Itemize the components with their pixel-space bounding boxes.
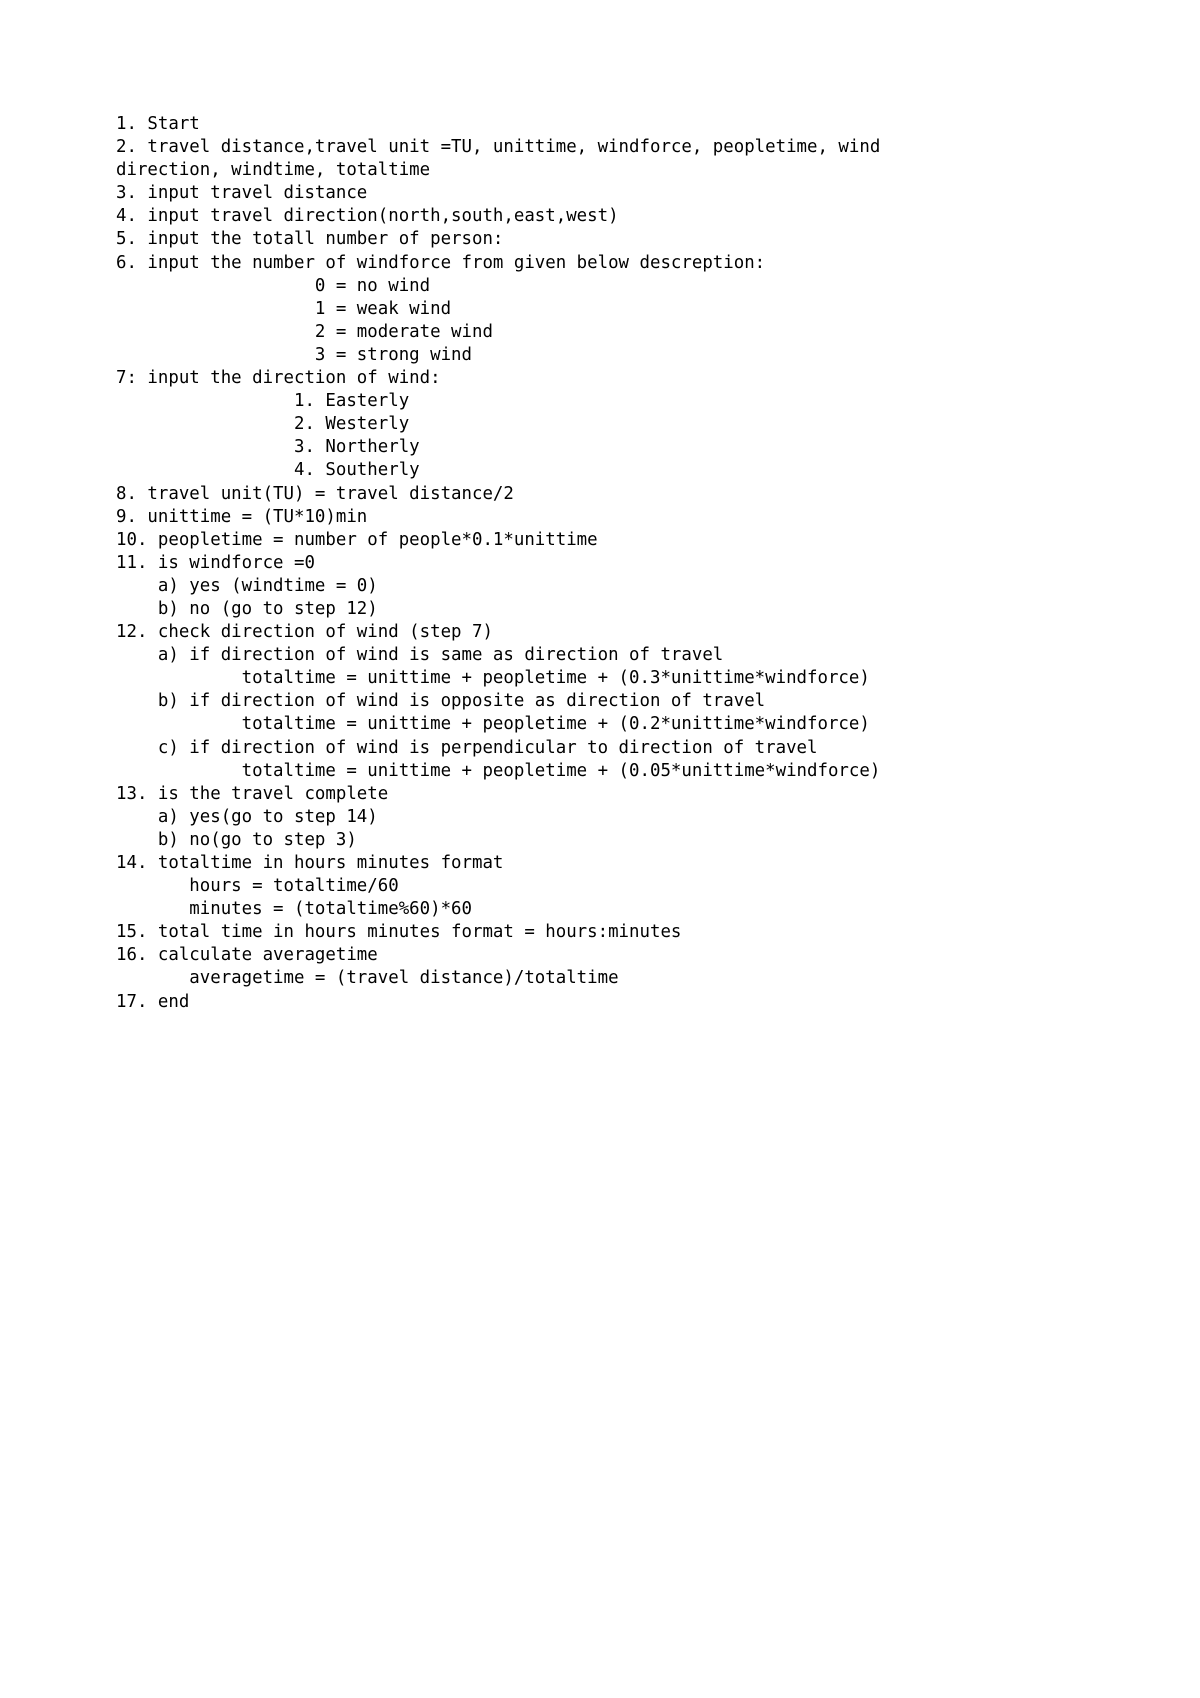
algorithm-line: totaltime = unittime + peopletime + (0.2*unittime*windforce): [116, 714, 870, 735]
algorithm-line: 1 = weak wind: [116, 298, 452, 319]
algorithm-line: minutes = (totaltime%60)*60: [116, 899, 472, 920]
algorithm-line: b) no(go to step 3): [116, 829, 357, 850]
algorithm-line: 14. totaltime in hours minutes format: [116, 853, 504, 873]
algorithm-line: a) yes(go to step 14): [116, 806, 378, 827]
algorithm-line: 4. Southerly: [116, 460, 420, 481]
algorithm-line: 17. end: [116, 991, 190, 1012]
algorithm-steps: [116, 113, 880, 1014]
algorithm-line: 6. input the number of windforce from given below descreption:: [116, 252, 766, 273]
algorithm-line: 8. travel unit(TU) = travel distance/2: [116, 483, 514, 504]
algorithm-line: 2. Westerly: [116, 414, 410, 435]
algorithm-line: c) if direction of wind is perpendicular to direction of travel: [116, 737, 818, 758]
algorithm-line: b) if direction of wind is opposite as direction of travel: [116, 691, 766, 712]
algorithm-line: 1. Easterly: [116, 391, 410, 412]
algorithm-line: 2 = moderate wind: [116, 321, 493, 342]
algorithm-line: 2. travel distance,travel unit =TU, unittime, windforce, peopletime, wind: [116, 137, 881, 158]
algorithm-line: a) if direction of wind is same as direction of travel: [116, 645, 724, 666]
algorithm-line: hours = totaltime/60: [116, 876, 399, 897]
algorithm-line: averagetime = (travel distance)/totaltime: [116, 968, 619, 989]
algorithm-line: 11. is windforce =0: [116, 552, 315, 573]
algorithm-line: totaltime = unittime + peopletime + (0.3*unittime*windforce): [116, 668, 870, 689]
algorithm-line: 10. peopletime = number of people*0.1*unittime: [116, 529, 598, 550]
algorithm-line: a) yes (windtime = 0): [116, 575, 378, 596]
algorithm-line: direction, windtime, totaltime: [116, 160, 431, 181]
algorithm-line: b) no (go to step 12): [116, 598, 378, 619]
algorithm-line: 3. input travel distance: [116, 183, 368, 204]
algorithm-line: 15. total time in hours minutes format = hours:minutes: [116, 922, 682, 943]
algorithm-line: 5. input the totall number of person:: [116, 229, 504, 250]
algorithm-line: 0 = no wind: [116, 275, 431, 296]
algorithm-line: 13. is the travel complete: [116, 783, 389, 804]
algorithm-line: 12. check direction of wind (step 7): [116, 622, 493, 643]
algorithm-line: 7: input the direction of wind:: [116, 368, 441, 389]
algorithm-line: 1. Start: [116, 114, 200, 134]
algorithm-line: totaltime = unittime + peopletime + (0.05*unittime*windforce): [116, 760, 881, 781]
algorithm-line: 4. input travel direction(north,south,east,west): [116, 206, 619, 227]
algorithm-line: 16. calculate averagetime: [116, 945, 378, 966]
algorithm-line: 3. Northerly: [116, 437, 420, 458]
algorithm-line: 9. unittime = (TU*10)min: [116, 506, 368, 527]
algorithm-line: 3 = strong wind: [116, 344, 472, 365]
